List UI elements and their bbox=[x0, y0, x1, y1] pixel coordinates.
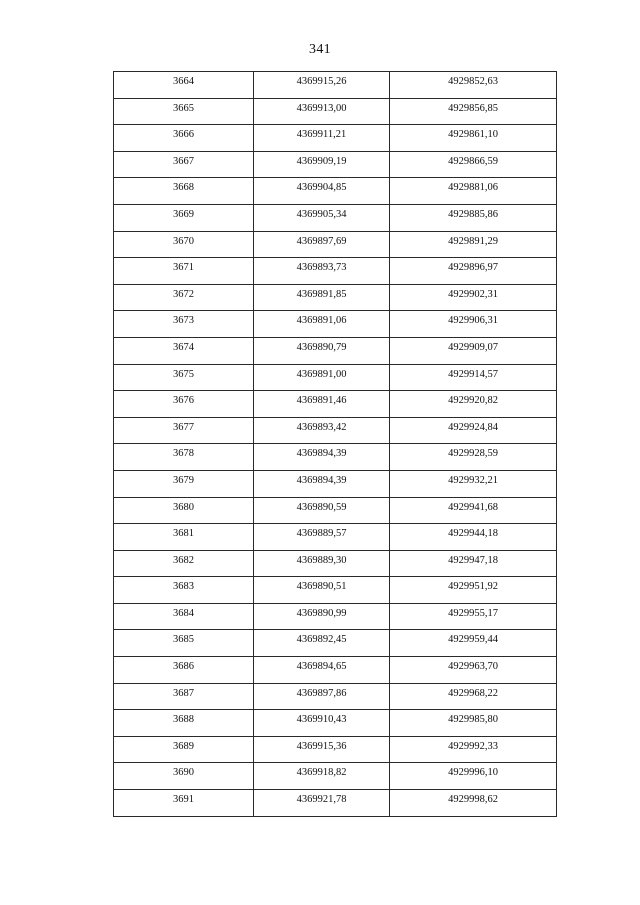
table-row bbox=[114, 72, 557, 99]
page-number: 341 bbox=[309, 42, 331, 57]
table-row bbox=[114, 710, 557, 737]
point-number-cell: 3676 bbox=[114, 391, 254, 418]
y-coordinate-cell: 4929959,44 bbox=[390, 630, 557, 657]
table-row bbox=[114, 550, 557, 577]
point-number-cell: 3674 bbox=[114, 337, 254, 364]
x-coordinate-cell: 4369893,73 bbox=[254, 258, 390, 285]
y-coordinate-cell: 4929941,68 bbox=[390, 497, 557, 524]
y-coordinate-cell: 4929891,29 bbox=[390, 231, 557, 258]
table-row bbox=[114, 630, 557, 657]
x-coordinate-cell: 4369915,26 bbox=[254, 72, 390, 99]
y-coordinate-cell: 4929944,18 bbox=[390, 524, 557, 551]
table-row bbox=[114, 736, 557, 763]
x-coordinate-cell: 4369909,19 bbox=[254, 151, 390, 178]
point-number-cell: 3675 bbox=[114, 364, 254, 391]
table-row bbox=[114, 444, 557, 471]
table-row bbox=[114, 790, 557, 817]
x-coordinate-cell: 4369890,59 bbox=[254, 497, 390, 524]
y-coordinate-cell: 4929998,62 bbox=[390, 790, 557, 817]
table-row bbox=[114, 417, 557, 444]
y-coordinate-cell: 4929932,21 bbox=[390, 470, 557, 497]
table-row bbox=[114, 178, 557, 205]
table-row bbox=[114, 231, 557, 258]
y-coordinate-cell: 4929955,17 bbox=[390, 603, 557, 630]
x-coordinate-cell: 4369915,36 bbox=[254, 736, 390, 763]
x-coordinate-cell: 4369891,06 bbox=[254, 311, 390, 338]
table-row bbox=[114, 258, 557, 285]
x-coordinate-cell: 4369921,78 bbox=[254, 790, 390, 817]
point-number-cell: 3671 bbox=[114, 258, 254, 285]
x-coordinate-cell: 4369889,57 bbox=[254, 524, 390, 551]
x-coordinate-cell: 4369890,51 bbox=[254, 577, 390, 604]
y-coordinate-cell: 4929885,86 bbox=[390, 204, 557, 231]
x-coordinate-cell: 4369892,45 bbox=[254, 630, 390, 657]
x-coordinate-cell: 4369894,39 bbox=[254, 470, 390, 497]
point-number-cell: 3667 bbox=[114, 151, 254, 178]
y-coordinate-cell: 4929866,59 bbox=[390, 151, 557, 178]
y-coordinate-cell: 4929985,80 bbox=[390, 710, 557, 737]
point-number-cell: 3666 bbox=[114, 125, 254, 152]
point-number-cell: 3680 bbox=[114, 497, 254, 524]
y-coordinate-cell: 4929896,97 bbox=[390, 258, 557, 285]
point-number-cell: 3677 bbox=[114, 417, 254, 444]
point-number-cell: 3665 bbox=[114, 98, 254, 125]
y-coordinate-cell: 4929909,07 bbox=[390, 337, 557, 364]
x-coordinate-cell: 4369894,39 bbox=[254, 444, 390, 471]
x-coordinate-cell: 4369890,99 bbox=[254, 603, 390, 630]
y-coordinate-cell: 4929902,31 bbox=[390, 284, 557, 311]
table-row bbox=[114, 603, 557, 630]
y-coordinate-cell: 4929928,59 bbox=[390, 444, 557, 471]
point-number-cell: 3669 bbox=[114, 204, 254, 231]
x-coordinate-cell: 4369904,85 bbox=[254, 178, 390, 205]
table-row bbox=[114, 524, 557, 551]
y-coordinate-cell: 4929852,63 bbox=[390, 72, 557, 99]
point-number-cell: 3672 bbox=[114, 284, 254, 311]
point-number-cell: 3685 bbox=[114, 630, 254, 657]
point-number-cell: 3681 bbox=[114, 524, 254, 551]
coordinates-table-body bbox=[114, 72, 557, 817]
x-coordinate-cell: 4369893,42 bbox=[254, 417, 390, 444]
point-number-cell: 3673 bbox=[114, 311, 254, 338]
point-number-cell: 3690 bbox=[114, 763, 254, 790]
x-coordinate-cell: 4369897,69 bbox=[254, 231, 390, 258]
point-number-cell: 3689 bbox=[114, 736, 254, 763]
point-number-cell: 3664 bbox=[114, 72, 254, 99]
y-coordinate-cell: 4929963,70 bbox=[390, 657, 557, 684]
table-row bbox=[114, 763, 557, 790]
table-row bbox=[114, 470, 557, 497]
x-coordinate-cell: 4369897,86 bbox=[254, 683, 390, 710]
point-number-cell: 3691 bbox=[114, 790, 254, 817]
y-coordinate-cell: 4929906,31 bbox=[390, 311, 557, 338]
table-row bbox=[114, 311, 557, 338]
table-row bbox=[114, 683, 557, 710]
point-number-cell: 3686 bbox=[114, 657, 254, 684]
y-coordinate-cell: 4929861,10 bbox=[390, 125, 557, 152]
table-row bbox=[114, 364, 557, 391]
x-coordinate-cell: 4369891,46 bbox=[254, 391, 390, 418]
coordinates-table bbox=[113, 71, 557, 817]
y-coordinate-cell: 4929856,85 bbox=[390, 98, 557, 125]
table-row bbox=[114, 497, 557, 524]
y-coordinate-cell: 4929914,57 bbox=[390, 364, 557, 391]
x-coordinate-cell: 4369894,65 bbox=[254, 657, 390, 684]
x-coordinate-cell: 4369911,21 bbox=[254, 125, 390, 152]
y-coordinate-cell: 4929968,22 bbox=[390, 683, 557, 710]
x-coordinate-cell: 4369890,79 bbox=[254, 337, 390, 364]
x-coordinate-cell: 4369891,85 bbox=[254, 284, 390, 311]
point-number-cell: 3684 bbox=[114, 603, 254, 630]
x-coordinate-cell: 4369889,30 bbox=[254, 550, 390, 577]
point-number-cell: 3687 bbox=[114, 683, 254, 710]
y-coordinate-cell: 4929996,10 bbox=[390, 763, 557, 790]
x-coordinate-cell: 4369910,43 bbox=[254, 710, 390, 737]
y-coordinate-cell: 4929951,92 bbox=[390, 577, 557, 604]
point-number-cell: 3670 bbox=[114, 231, 254, 258]
x-coordinate-cell: 4369913,00 bbox=[254, 98, 390, 125]
point-number-cell: 3678 bbox=[114, 444, 254, 471]
point-number-cell: 3682 bbox=[114, 550, 254, 577]
point-number-cell: 3668 bbox=[114, 178, 254, 205]
y-coordinate-cell: 4929920,82 bbox=[390, 391, 557, 418]
table-row bbox=[114, 98, 557, 125]
table-row bbox=[114, 204, 557, 231]
x-coordinate-cell: 4369891,00 bbox=[254, 364, 390, 391]
point-number-cell: 3683 bbox=[114, 577, 254, 604]
point-number-cell: 3679 bbox=[114, 470, 254, 497]
point-number-cell: 3688 bbox=[114, 710, 254, 737]
table-row bbox=[114, 391, 557, 418]
x-coordinate-cell: 4369905,34 bbox=[254, 204, 390, 231]
y-coordinate-cell: 4929924,84 bbox=[390, 417, 557, 444]
table-row bbox=[114, 337, 557, 364]
table-row bbox=[114, 284, 557, 311]
x-coordinate-cell: 4369918,82 bbox=[254, 763, 390, 790]
y-coordinate-cell: 4929881,06 bbox=[390, 178, 557, 205]
table-row bbox=[114, 125, 557, 152]
y-coordinate-cell: 4929947,18 bbox=[390, 550, 557, 577]
table-row bbox=[114, 577, 557, 604]
y-coordinate-cell: 4929992,33 bbox=[390, 736, 557, 763]
table-row bbox=[114, 657, 557, 684]
table-row bbox=[114, 151, 557, 178]
